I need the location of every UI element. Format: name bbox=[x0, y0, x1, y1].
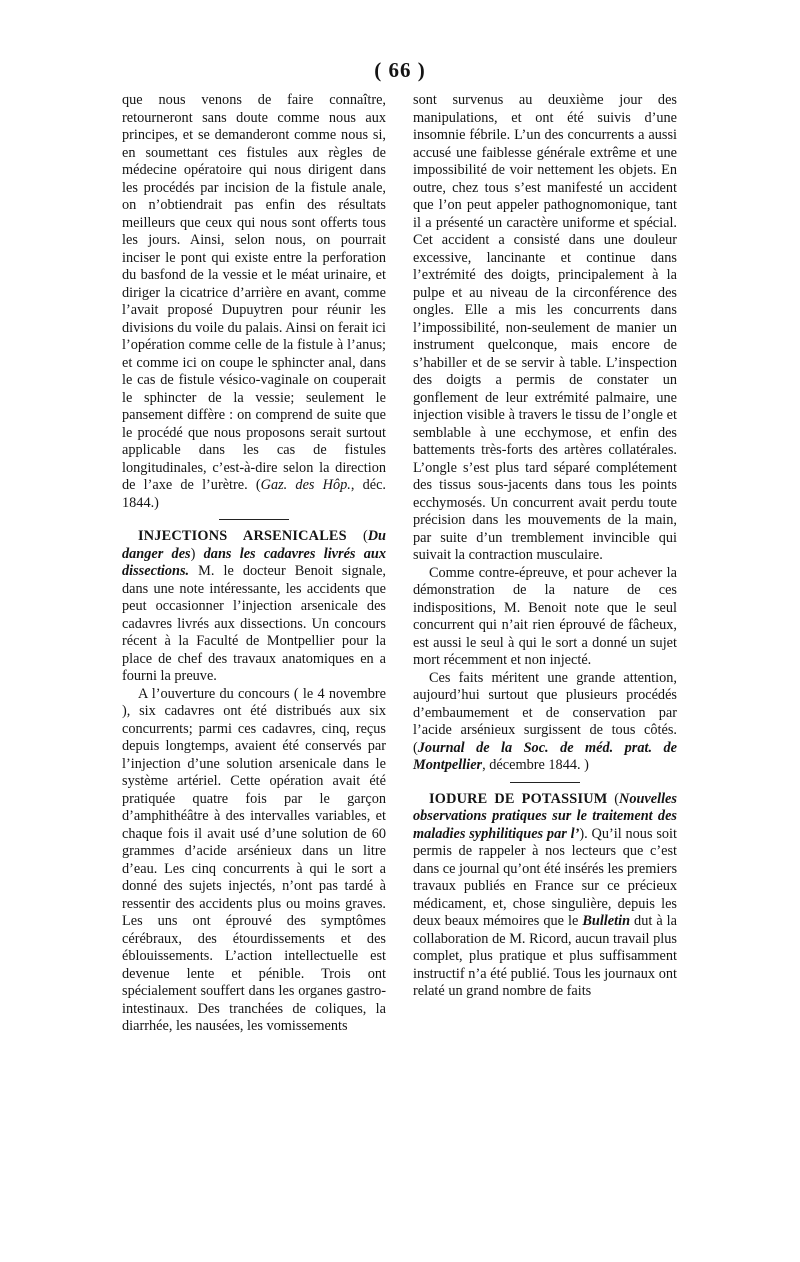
paragraph-fistula-procedure bbox=[122, 92, 386, 512]
citation-date: , déc. 1844.) bbox=[122, 477, 386, 511]
article-subtitle-cont: dans les cadavres livrés aux dissections. bbox=[122, 545, 386, 579]
right-column bbox=[413, 92, 677, 1001]
article-arsenical-injections bbox=[122, 528, 386, 686]
paragraph-symptoms: sont survenus au deuxième jour des manipulations, et ont été suivis d’une insomnie fébrile. L’un des concurrents a aussi accusé une faiblesse générale extrême et une impossibilité de voir nettement les objets. En outre, chez tous s’est manifesté un accident que l’on peut appeler pathognomonique, tant il a présenté un caractère uniforme et spécial. Cet accident a consisté dans une douleur excessive, lancinante et continue dans l’extrémité des doigts, principalement à la pulpe et au niveau de la circonférence des ongles. Elle a mis les concurrents dans l’impossibilité, non-seulement de manier un instrument quelconque, mais encore de s’habiller et de se servir à table. L’inspection des doigts a permis de constater un gonflement de leur extrémité palmaire, une injection visible à travers le tissu de l’ongle et semblable à une ecchymose, et enfin des battements très-forts des artères collatérales. L’ongle s’est plus tard séparé complétement des tissus sous-jacents dans tous les points ecchymosés. Un concurrent avait perdu toute précision dans les mouvements de la main, par suite d’un tremblement invincible qui suivait la contraction musculaire. bbox=[413, 92, 677, 563]
paragraph-text: que nous venons de faire connaître, retourneront sans doute comme nous aux principes, et se demanderont comme nous si, en soumettant ces fistules aux règles de médecine opératoire qui nous dirigent dans les procédés par incision de la fistule anale, on n’obtiendrait pas enfin des résultats meilleurs que ceux qui nous sont offerts tous les jours. Ainsi, selon nous, on pourrait inciser le pont qui existe entre la perforation du basfond de la vessie et le méat urinaire, et diriger la cicatrice d’arrière en avant, comme l’avait proposé Dupuytren pour réunir les divisions du voile du palais. Ainsi on ferait ici l’opération comme celle de la fistule à l’anus; et comme ici on coupe le sphincter anal, dans le cas de fistule vésico-vaginale on couperait le sphincter de la vessie; seulement le pansement diffère : on comprend de suite que le procédé que nous proposons serait surtout applicable dans les cas de fistules longitudinales, c’est-à-dire selon la direction de l’axe de l’urètre. ( bbox=[122, 92, 386, 493]
article-potassium-iodide bbox=[413, 791, 677, 1001]
citation-source: Gaz. des Hôp. bbox=[260, 477, 351, 493]
article-body: Qu’il nous soit permis de rappeler à nos lecteurs que c’est dans ce journal qu’ont été insérés les premiers travaux publiés en France sur ce précieux médicament, et, chose singulière, depuis les deux beaux mémoires que le bbox=[413, 825, 678, 929]
article-heading: INJECTIONS ARSENICALES bbox=[138, 528, 347, 544]
page-number: ( 66 ) bbox=[374, 58, 426, 82]
article-subtitle: Nouvelles observations pratiques sur le traitement des maladies syphilitiques par l’ bbox=[413, 790, 677, 842]
article-body: M. le docteur Benoit signale, dans une note intéressante, les accidents que peut occasionner l’injection arsenicale des cadavres livrés aux dissections. Un concours récent à la Faculté de Montpellier pour la place de chef des travaux anatomiques en a fourni la preuve. bbox=[122, 563, 386, 684]
section-divider bbox=[219, 519, 289, 520]
heading-paren-close: ). bbox=[579, 825, 588, 842]
heading-paren-open: ( bbox=[607, 790, 619, 807]
paragraph-attention bbox=[413, 670, 677, 775]
section-divider bbox=[510, 782, 580, 783]
citation-date: , décembre 1844. ) bbox=[482, 757, 589, 773]
paragraph-counter-proof: Comme contre-épreuve, et pour achever la démonstration de la nature de ces indispositions, M. Benoit note que le seul concurrent qui n’ait rien éprouvé de fâcheux, est aussi le seul à qui le sort a donné un sujet mort récemment et non injecté. bbox=[413, 564, 677, 668]
bulletin-title: Bulletin bbox=[582, 913, 631, 929]
citation-source: Journal de la Soc. de méd. prat. de Montpellier bbox=[413, 739, 677, 773]
article-body-cont: dut à la collaboration de M. Ricord, aucun travail plus complet, plus pratique et plus suffisamment instructif n’a été publié. Tous les journaux ont relaté un grand nombre de faits bbox=[413, 913, 678, 999]
article-subtitle: Du danger des bbox=[122, 528, 386, 562]
left-column bbox=[122, 92, 386, 1036]
paragraph-text: Ces faits méritent une grande attention, aujourd’hui surtout que plusieurs procédés d’embaumement et de conservation par l’acide arsénieux surgissent de tous côtés. ( bbox=[413, 669, 677, 756]
article-heading: IODURE DE POTASSIUM bbox=[429, 790, 608, 807]
heading-paren-close: ) bbox=[190, 545, 196, 562]
paragraph-concours: A l’ouverture du concours ( le 4 novembre ), six cadavres ont été distribués aux six concurrents; parmi ces cadavres, cinq, reçus depuis longtemps, avaient été conservés par l’injection d’une solution arsenicale dans le système artériel. Cette opération avait été pratiquée quatre fois par le garçon d’amphithéâtre à des intervalles variables, et chaque fois il avait usé d’une solution de 60 grammes d’acide arsénieux dans un litre d’eau. Les cinq concurrents à qui le sort a donné des sujets injectés, n’ont pas tardé à ressentir des accidents plus ou moins graves. Les uns ont éprouvé des symptômes cérébraux, des étourdissements et des éblouissements. L’action intellectuelle est devenue lente et pénible. Trois ont spécialement souffert dans les organes gastro-intestinaux. Des tranchées de coliques, la diarrhée, les nausées, les vomissements bbox=[122, 685, 386, 1034]
heading-paren-open: ( bbox=[346, 528, 368, 544]
